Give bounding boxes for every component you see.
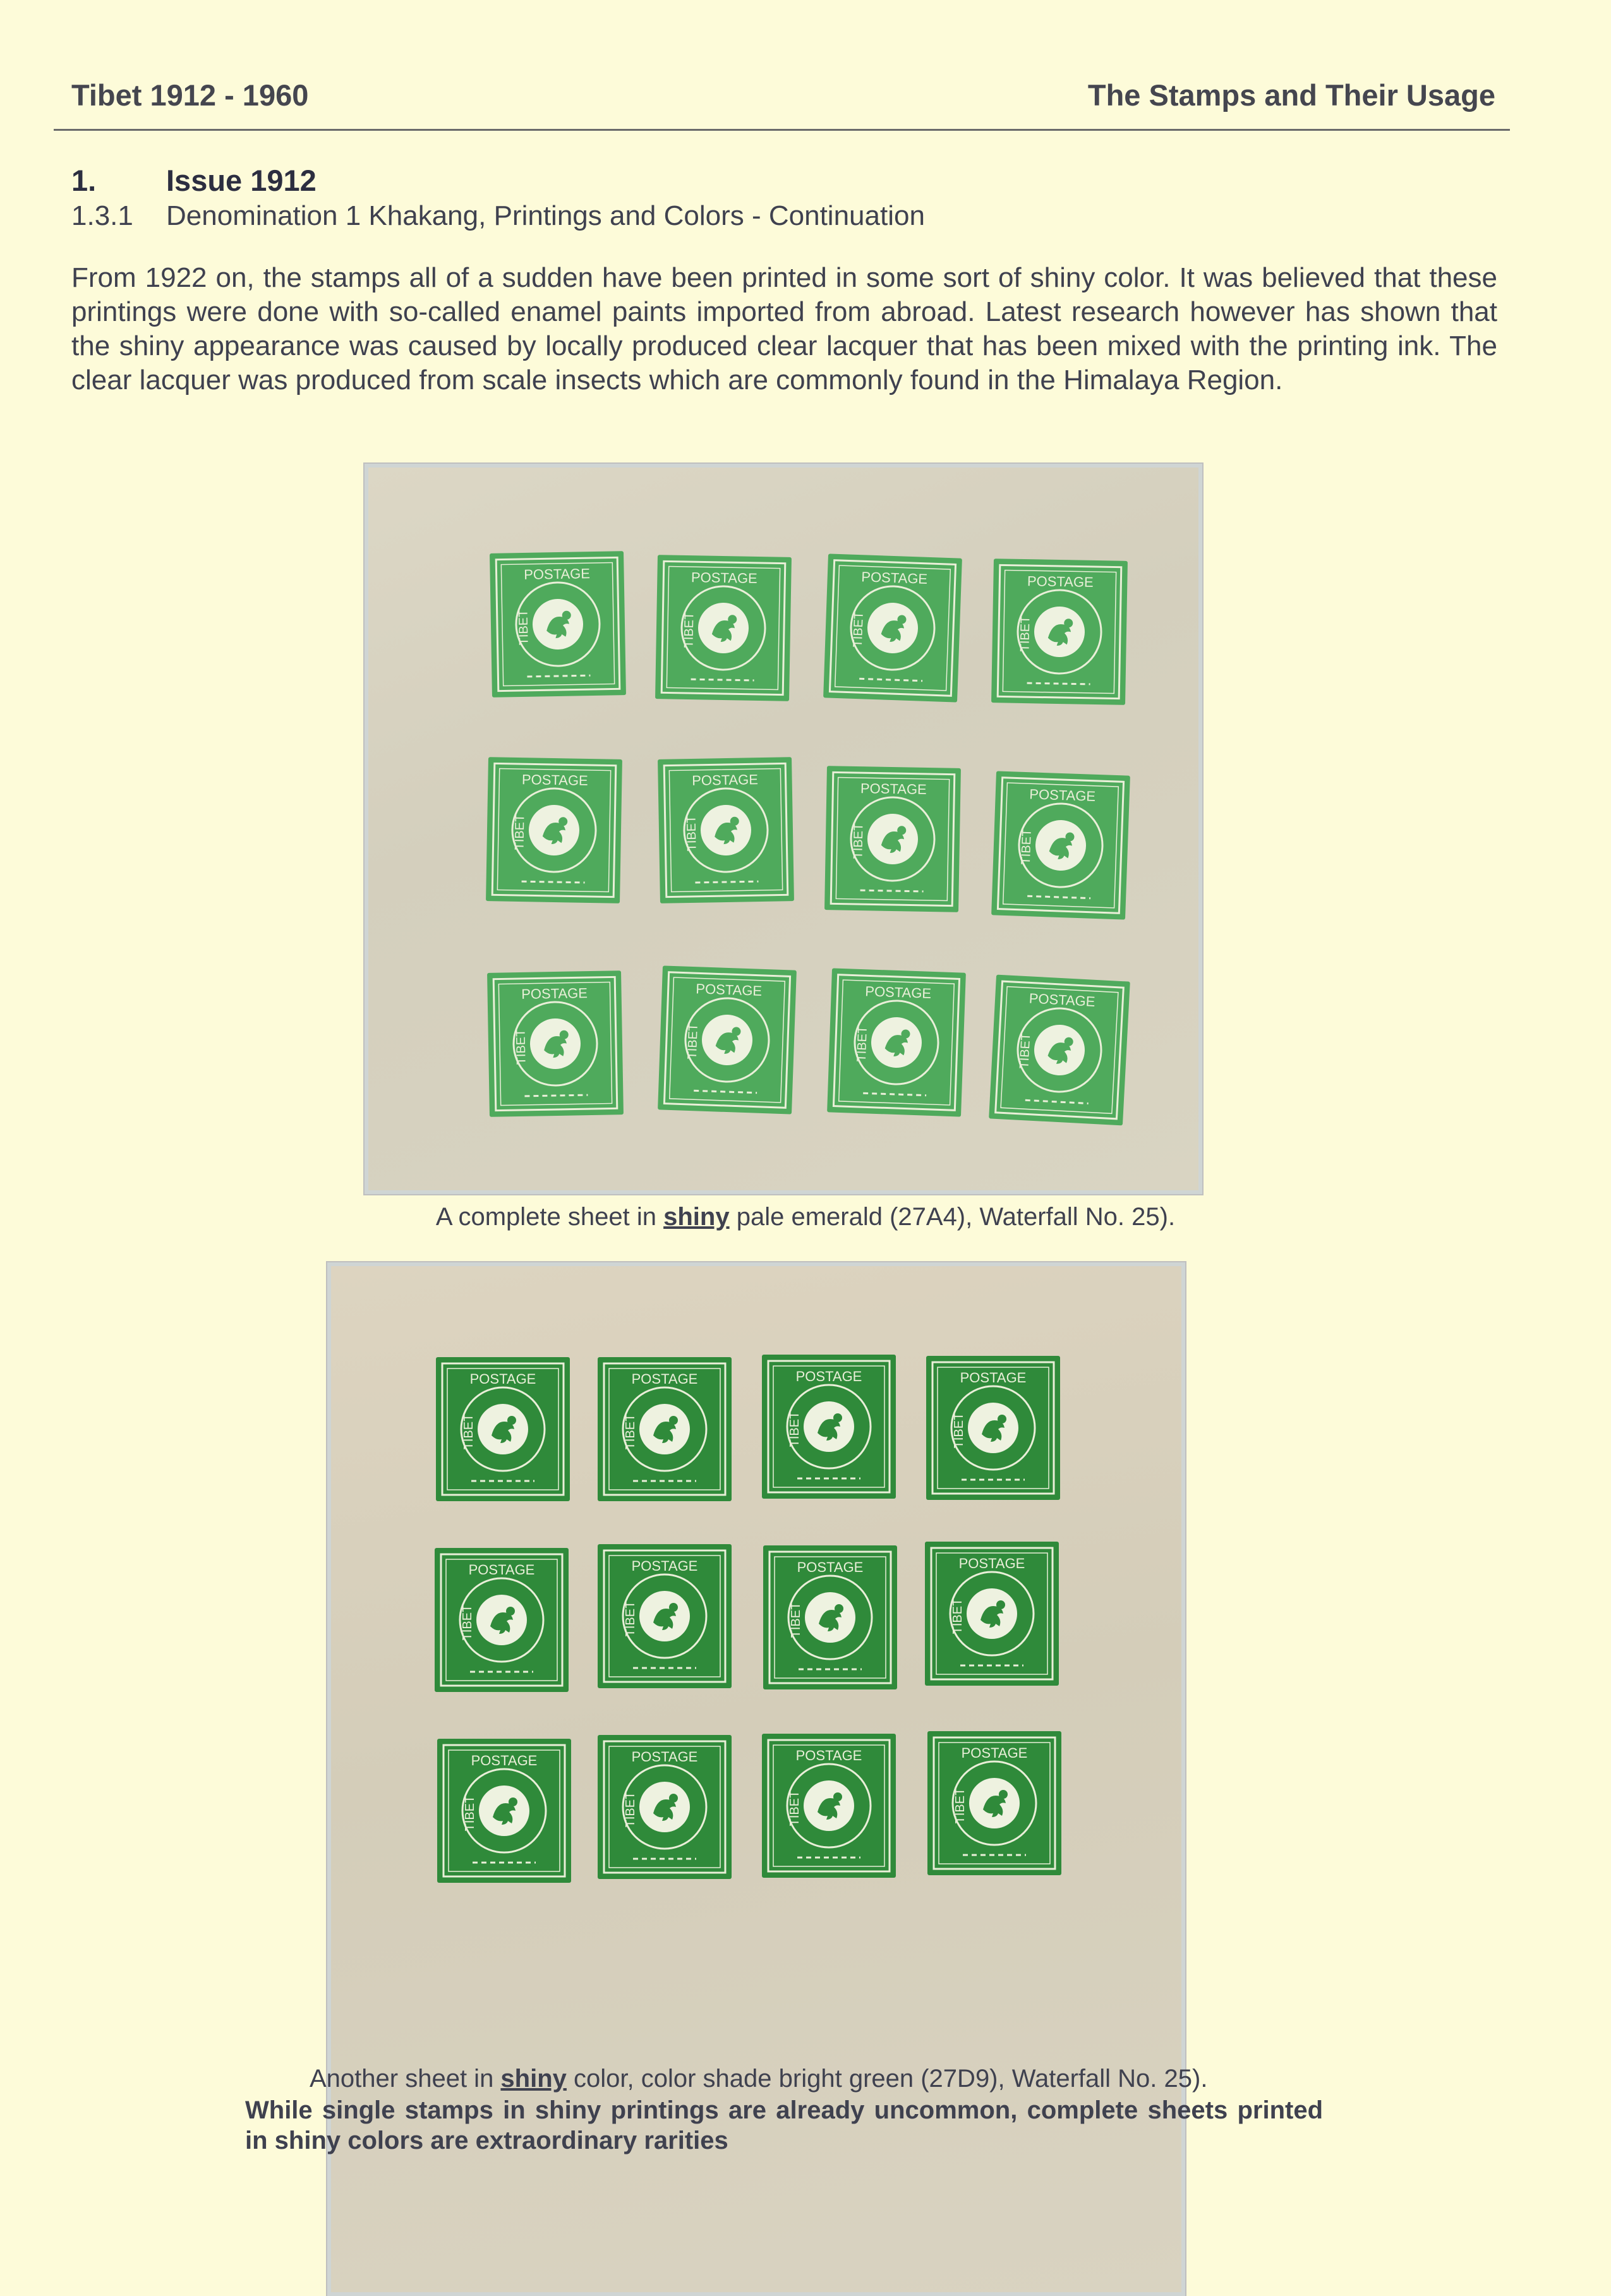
stamp-sheet-pale-emerald <box>365 464 1202 1194</box>
svg-text:TIBET: TIBET <box>854 1025 870 1062</box>
svg-text:POSTAGE: POSTAGE <box>958 1556 1025 1571</box>
header-left-title: Tibet 1912 - 1960 <box>71 78 309 112</box>
sheet1-stamp <box>483 754 625 906</box>
sheet2-stamp <box>922 1539 1061 1688</box>
svg-text:TIBET: TIBET <box>684 815 699 852</box>
svg-text:POSTAGE: POSTAGE <box>631 1749 698 1765</box>
svg-text:TIBET: TIBET <box>462 1413 476 1450</box>
svg-text:POSTAGE: POSTAGE <box>795 1369 862 1384</box>
sheet1-stamp <box>989 768 1133 922</box>
svg-text:POSTAGE: POSTAGE <box>471 1753 538 1768</box>
caption-sheet-2 <box>310 2065 1207 2093</box>
svg-text:TIBET: TIBET <box>624 1413 637 1450</box>
svg-text:TIBET: TIBET <box>624 1600 637 1637</box>
svg-text:TIBET: TIBET <box>953 1787 967 1824</box>
caption-2-highlight: shiny <box>500 2065 567 2093</box>
svg-text:TIBET: TIBET <box>788 1790 802 1827</box>
svg-text:POSTAGE: POSTAGE <box>631 1558 698 1574</box>
svg-text:POSTAGE: POSTAGE <box>861 569 928 587</box>
svg-text:TIBET: TIBET <box>789 1602 803 1638</box>
svg-text:TIBET: TIBET <box>463 1795 477 1832</box>
svg-text:TIBET: TIBET <box>1018 828 1034 865</box>
section-number: 1. <box>71 164 97 197</box>
svg-text:TIBET: TIBET <box>624 1791 637 1828</box>
caption-1-prefix: A complete sheet in <box>435 1203 664 1231</box>
svg-text:POSTAGE: POSTAGE <box>961 1745 1028 1761</box>
svg-text:TIBET: TIBET <box>851 823 866 859</box>
sheet1-stamp <box>655 754 797 906</box>
subsection-title: Denomination 1 Khakang, Printings and Colors - Continuation <box>166 200 925 231</box>
svg-text:TIBET: TIBET <box>951 1598 965 1634</box>
sheet1-stamp <box>653 552 794 704</box>
svg-text:POSTAGE: POSTAGE <box>1029 990 1096 1010</box>
svg-text:POSTAGE: POSTAGE <box>469 1371 536 1387</box>
sheet2-stamp <box>925 1729 1064 1878</box>
sheet2-stamp <box>759 1352 898 1501</box>
svg-text:POSTAGE: POSTAGE <box>696 981 763 999</box>
svg-text:POSTAGE: POSTAGE <box>960 1370 1027 1386</box>
svg-text:POSTAGE: POSTAGE <box>524 565 591 583</box>
sheet2-stamp <box>595 1542 734 1691</box>
sheet1-stamp <box>487 548 629 700</box>
sheet2-stamp <box>433 1355 572 1504</box>
header-right-title: The Stamps and Their Usage <box>1087 78 1495 112</box>
svg-text:TIBET: TIBET <box>682 612 697 648</box>
svg-text:POSTAGE: POSTAGE <box>631 1371 698 1387</box>
svg-text:TIBET: TIBET <box>788 1411 802 1447</box>
caption-sheet-1 <box>0 1203 1611 1231</box>
sheet1-stamp <box>655 963 799 1117</box>
rarity-note: While single stamps in shiny printings are already uncommon, complete sheets printed in shiny colors are extraordinary rarities <box>245 2096 1323 2154</box>
svg-text:POSTAGE: POSTAGE <box>1029 786 1096 804</box>
svg-text:TIBET: TIBET <box>516 609 531 646</box>
svg-text:POSTAGE: POSTAGE <box>692 771 759 788</box>
sheet1-stamp <box>485 968 626 1120</box>
svg-text:TIBET: TIBET <box>685 1023 701 1060</box>
svg-text:TIBET: TIBET <box>1018 615 1033 652</box>
sheet1-stamp <box>986 972 1133 1128</box>
svg-text:POSTAGE: POSTAGE <box>691 569 757 586</box>
sheet2-stamp <box>595 1732 734 1882</box>
svg-text:TIBET: TIBET <box>952 1412 966 1449</box>
sheet1-stamp <box>989 556 1130 708</box>
svg-text:TIBET: TIBET <box>512 814 528 850</box>
subsection-number: 1.3.1 <box>71 200 133 231</box>
sheet1-stamp <box>821 551 965 705</box>
sheet2-stamp <box>924 1353 1063 1502</box>
sheet2-stamp <box>595 1355 734 1504</box>
caption-1-suffix: pale emerald (27A4), Waterfall No. 25). <box>729 1203 1176 1231</box>
sheet2-stamp <box>761 1543 900 1692</box>
sheet2-stamp <box>432 1545 571 1695</box>
sheet1-stamp <box>822 763 963 915</box>
caption-1-highlight: shiny <box>663 1203 730 1231</box>
caption-2-prefix: Another sheet in <box>310 2065 501 2093</box>
svg-text:TIBET: TIBET <box>514 1029 529 1065</box>
svg-text:POSTAGE: POSTAGE <box>521 985 588 1002</box>
svg-text:POSTAGE: POSTAGE <box>521 771 588 788</box>
svg-text:TIBET: TIBET <box>1017 1032 1034 1070</box>
svg-text:POSTAGE: POSTAGE <box>795 1748 862 1763</box>
section-title: Issue 1912 <box>166 164 317 197</box>
svg-text:TIBET: TIBET <box>461 1604 474 1641</box>
sheet1-stamp <box>824 965 968 1120</box>
body-paragraph: From 1922 on, the stamps all of a sudden have been printed in some sort of shiny color. It was believed that these printings were done with so-called enamel paints imported from abroad. Latest research however has shown that the shiny appearance was caused by locally produced clear lacquer that has been mixed with the printing ink. The clear lacquer was produced from scale insects which are commonly found in the Himalaya Region. <box>71 262 1497 396</box>
svg-text:POSTAGE: POSTAGE <box>865 983 932 1001</box>
caption-2-suffix: color, color shade bright green (27D9), Waterfall No. 25). <box>566 2065 1208 2093</box>
sheet2-stamp <box>759 1731 898 1880</box>
sheet2-stamp <box>435 1736 574 1885</box>
svg-text:POSTAGE: POSTAGE <box>860 780 927 797</box>
svg-text:TIBET: TIBET <box>850 611 866 648</box>
svg-text:POSTAGE: POSTAGE <box>468 1562 535 1578</box>
header-rule <box>54 129 1510 131</box>
svg-text:POSTAGE: POSTAGE <box>797 1559 864 1575</box>
svg-text:POSTAGE: POSTAGE <box>1027 573 1094 590</box>
